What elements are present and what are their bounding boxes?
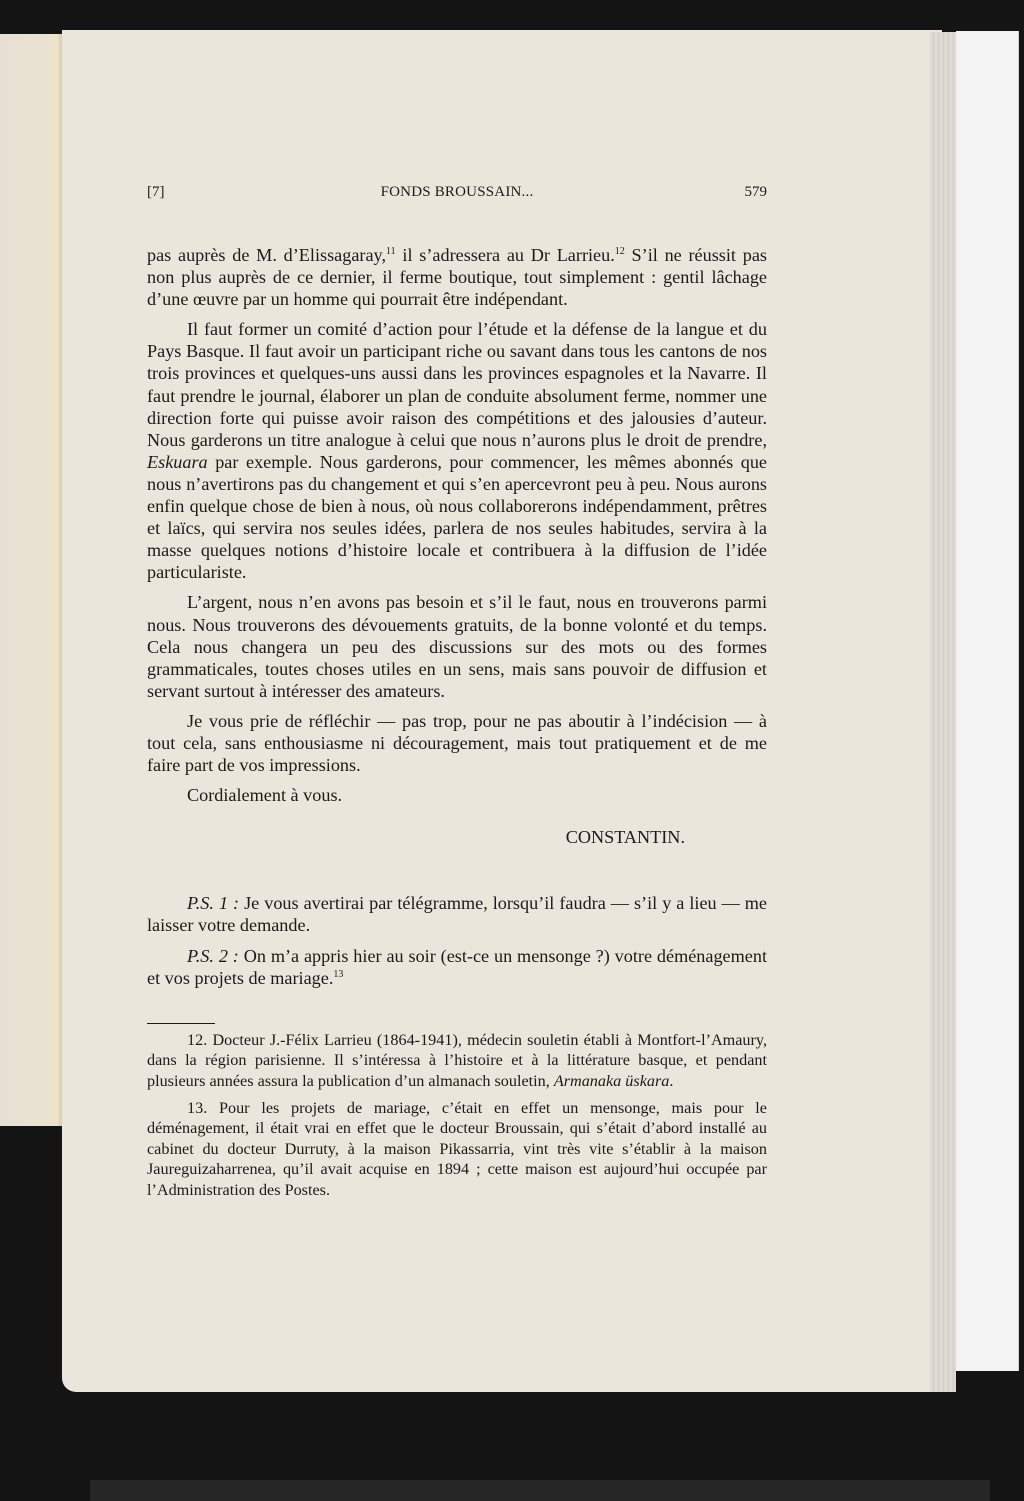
footnotes bbox=[147, 1030, 767, 1201]
journal-title: Eskuara bbox=[147, 451, 208, 472]
postscript-label: P.S. 1 : bbox=[187, 893, 240, 914]
footnote-divider bbox=[147, 1023, 215, 1024]
footnote-text: 12. Docteur J.-Félix Larrieu (1864-1941), médecin souletin établi à Montfort-l’Amaury, dans la région parisienne. Il s’intéressa à l’histoire et à la littérature basque, et pendant plusieurs années assura la publication d’un almanach souletin, bbox=[147, 1030, 767, 1090]
closing-line: Cordialement à vous. bbox=[187, 785, 343, 806]
footnote-text: . bbox=[669, 1071, 674, 1090]
postscript-label: P.S. 2 : bbox=[187, 945, 239, 966]
postscript bbox=[147, 892, 767, 936]
table-shadow bbox=[90, 1480, 990, 1501]
paragraph-text: S’il ne réussit pas non plus auprès de ce dernier, il ferme boutique, tout simplement : gentil lâchage d’une œuvre par un homme qui pourrait être indépendant. bbox=[147, 245, 767, 310]
footnote-ref: 11 bbox=[386, 246, 396, 257]
postscripts bbox=[147, 892, 767, 988]
paragraph: L’argent, nous n’en avons pas besoin et s’il le faut, nous en trouverons parmi nous. Nous trouverons des dévouements gratuits, de la bonne volonté et du temps. Cela nous changera un peu des discussions sur des mots ou des formes grammaticales, toutes choses utiles en un sens, mais sans pouvoir de diffusion et servant surtout à intéresser des amateurs. bbox=[147, 592, 767, 701]
backing-sheet bbox=[956, 31, 1019, 1371]
postscript-text: On m’a appris hier au soir (est-ce un mensonge ?) votre déménagement et vos projets de mariage. bbox=[147, 945, 767, 988]
running-title: FONDS BROUSSAIN... bbox=[380, 184, 534, 200]
paragraph-text: Il faut former un comité d’action pour l’étude et la défense de la langue et du Pays Basque. Il faut avoir un participant riche ou savant dans tous les cantons de nos trois provinces et quelques-uns aussi dans les provinces espagnoles et la Navarre. Il faut prendre le journal, élaborer un plan de conduite absolument ferme, nommer une direction forte qui puisse avoir raison des compétitions et des jalousies d’auteur. Nous garderons un titre analogue à celui que nous n’aurons plus le droit de prendre, bbox=[147, 319, 767, 450]
paragraph-text: par exemple. Nous garderons, pour commencer, les mêmes abonnés que nous n’avertirons pas du changement et qui s’en apercevront peu à peu. Nous aurons enfin quelque chose de bien à nous, où nous collaborerons indépendamment, prêtres et laïcs, qui servira nos seules idées, parlera de nos seules habitudes, servira à la masse quelques notions d’histoire locale et contribuera à la diffusion de l’idée particulariste. bbox=[147, 451, 767, 583]
running-head bbox=[147, 184, 767, 208]
postscript bbox=[147, 945, 767, 989]
page-text-block bbox=[147, 184, 767, 1206]
page-fore-edge bbox=[930, 32, 956, 1392]
paragraph bbox=[147, 318, 767, 583]
paragraph bbox=[147, 244, 767, 310]
footnote-ref: 13 bbox=[333, 968, 344, 980]
almanac-title: Armanaka üskara bbox=[553, 1071, 670, 1090]
left-page-edge bbox=[0, 34, 62, 1126]
footnote: 13. Pour les projets de mariage, c’était en effet un mensonge, mais pour le déménagement, il était vrai en effet que le docteur Broussain, qui s’était d’abord installé au cabinet du docteur Durruty, à la maison Pikassarria, vint très vite s’établir à la maison Jaureguizaharrenea, qu’il avait acquise en 1894 ; cette maison est aujourd’hui occupée par l’Administration des Postes. bbox=[147, 1098, 767, 1199]
page-number: 579 bbox=[744, 184, 767, 200]
footnote-ref: 12 bbox=[614, 246, 625, 257]
paragraph: Je vous prie de réfléchir — pas trop, pour ne pas aboutir à l’indécision — à tout cela, sans enthousiasme ni découragement, mais tout pratiquement et de me faire part de vos impressions. bbox=[147, 710, 767, 776]
section-marker: [7] bbox=[147, 184, 165, 200]
letter-body bbox=[147, 244, 767, 989]
signature: CONSTANTIN. bbox=[565, 827, 685, 848]
postscript-text: Je vous avertirai par télégramme, lorsqu’il faudra — s’il y a lieu — me laisser votre demande. bbox=[147, 893, 767, 936]
footnote bbox=[147, 1030, 767, 1092]
paragraph-text: pas auprès de M. d’Elissagaray, bbox=[147, 245, 386, 265]
paragraph-text: il s’adressera au Dr Larrieu. bbox=[395, 245, 615, 265]
